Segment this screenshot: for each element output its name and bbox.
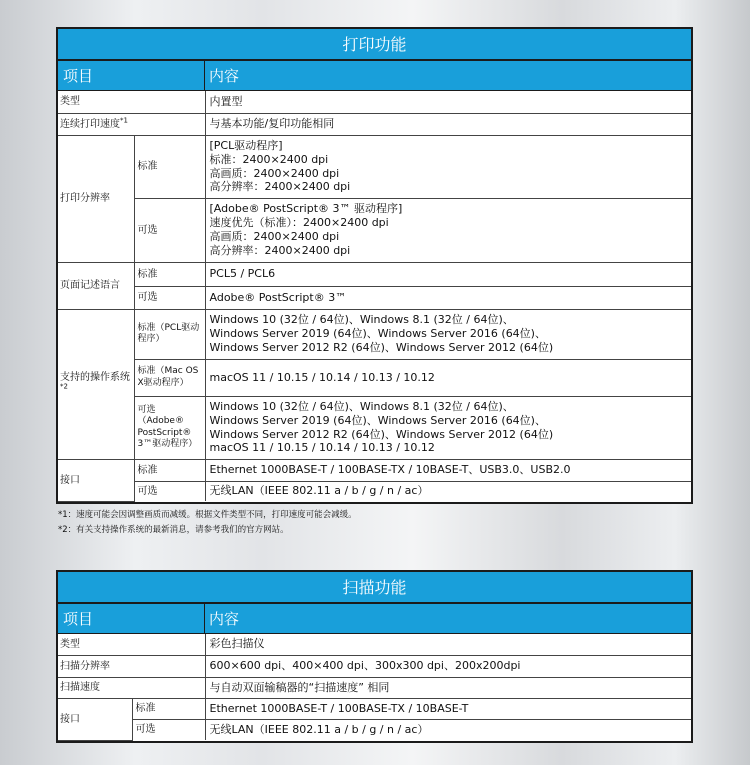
iface-optional-label: 可选 (134, 481, 205, 501)
print-resolution-label: 打印分辨率 (58, 135, 134, 262)
scan-iface-standard-value: Ethernet 1000BASE-T / 100BASE-TX / 10BASE-T (205, 698, 691, 719)
print-col-item: 项目 (58, 61, 205, 90)
scan-interface-label: 接口 (58, 698, 132, 740)
scan-speed-value: 与自动双面输稿器的“扫描速度” 相同 (205, 677, 691, 698)
table-row (58, 198, 691, 262)
res-standard-label: 标准 (134, 135, 205, 198)
table-row (58, 135, 691, 198)
line: 高画质：2400×2400 dpi (209, 166, 340, 180)
scan-speed-label: 扫描速度 (58, 677, 205, 698)
os-label-text: 支持的操作系统 (60, 372, 130, 383)
line: 速度优先（标准）：2400×2400 dpi (209, 216, 389, 230)
os-pcl-value (205, 309, 691, 359)
print-function-section (56, 27, 693, 504)
res-optional-label: 可选 (134, 198, 205, 262)
os-mac-value: macOS 11 / 10.15 / 10.14 / 10.13 / 10.12 (205, 359, 691, 396)
table-row (58, 481, 691, 501)
res-optional-value (205, 198, 691, 262)
footnote-1: *1：速度可能会因调整画质而减缓。根据文件类型不同，打印速度可能会减缓。 (58, 510, 357, 520)
line: [Adobe® PostScript® 3™ 驱动程序] (209, 202, 403, 216)
iface-standard-label: 标准 (134, 459, 205, 481)
scan-function-section (56, 570, 693, 743)
os-mac-label: 标准（Mac OS X驱动程序） (134, 359, 205, 396)
footnote-ref: *2 (60, 382, 68, 391)
table-row (58, 91, 691, 113)
iface-standard-value: Ethernet 1000BASE-T / 100BASE-TX / 10BASE-T、USB3.0、USB2.0 (205, 459, 691, 481)
line: 高分辨率：2400×2400 dpi (209, 243, 351, 257)
table-row (58, 719, 691, 740)
line: 高画质：2400×2400 dpi (209, 230, 340, 243)
scan-table-header (58, 604, 691, 634)
table-row (58, 459, 691, 481)
pdl-label: 页面记述语言 (58, 262, 134, 309)
print-speed-value: 与基本功能/复印功能相同 (205, 113, 691, 135)
line: Windows 10 (32位 / 64位)、Windows 8.1 (32位 / 64位)、 (209, 313, 514, 327)
footnotes (58, 508, 357, 538)
print-speed-label (58, 113, 205, 135)
pdl-optional-value: Adobe® PostScript® 3™ (205, 286, 691, 309)
scan-col-item: 项目 (58, 604, 205, 633)
iface-optional-value: 无线LAN（IEEE 802.11 a / b / g / n / ac） (209, 484, 429, 498)
type-value: 内置型 (205, 91, 691, 113)
print-table-header (58, 61, 691, 91)
table-row (58, 698, 691, 719)
table-row (58, 655, 691, 677)
scan-spec-table (58, 634, 691, 741)
os-ps-value (205, 396, 691, 459)
os-label (58, 309, 134, 459)
type-label: 类型 (58, 91, 205, 113)
table-row (58, 396, 691, 459)
os-pcl-label: 标准（PCL驱动程序） (134, 309, 205, 359)
table-row (58, 309, 691, 359)
pdl-standard-value: PCL5 / PCL6 (205, 262, 691, 286)
line: Windows Server 2019 (64位)、Windows Server 2016 (64位)、 (209, 327, 546, 341)
table-row (58, 262, 691, 286)
interface-label: 接口 (58, 459, 134, 501)
footnote-2: *2：有关支持操作系统的最新消息，请参考我们的官方网站。 (58, 525, 289, 535)
footnote-ref: *1 (120, 116, 128, 125)
table-row (58, 677, 691, 698)
scan-type-value: 彩色扫描仪 (205, 634, 691, 655)
line: Windows Server 2019 (64位)、Windows Server 2016 (64位)、 (209, 413, 546, 427)
table-row (58, 286, 691, 309)
scan-section-title: 扫描功能 (58, 572, 691, 604)
scan-type-label: 类型 (58, 634, 205, 655)
scan-resolution-value: 600×600 dpi、400×400 dpi、300x300 dpi、200x200dpi (205, 655, 691, 677)
scan-iface-standard-label: 标准 (132, 698, 205, 719)
line: 高分辨率：2400×2400 dpi (209, 180, 351, 194)
line: Windows 10 (32位 / 64位)、Windows 8.1 (32位 / 64位)、 (209, 399, 514, 413)
print-col-content: 内容 (209, 67, 240, 85)
print-spec-table (58, 91, 691, 502)
table-row (58, 634, 691, 655)
pdl-standard-label: 标准 (134, 262, 205, 286)
line: Windows Server 2012 R2 (64位)、Windows Server 2012 (64位) (209, 340, 554, 354)
line: [PCL驱动程序] (209, 138, 283, 152)
os-ps-label: 可选（Adobe® PostScript® 3™驱动程序） (134, 396, 205, 459)
line: 标准：2400×2400 dpi (209, 152, 329, 166)
line: Windows Server 2012 R2 (64位)、Windows Server 2012 (64位) (209, 427, 554, 441)
scan-iface-optional-label: 可选 (132, 719, 205, 740)
table-row (58, 113, 691, 135)
scan-iface-optional-value: 无线LAN（IEEE 802.11 a / b / g / n / ac） (209, 722, 429, 736)
print-section-title: 打印功能 (58, 29, 691, 61)
res-standard-value (205, 135, 691, 198)
scan-resolution-label: 扫描分辨率 (58, 655, 205, 677)
pdl-optional-label: 可选 (134, 286, 205, 309)
line: macOS 11 / 10.15 / 10.14 / 10.13 / 10.12 (209, 441, 435, 455)
scan-col-content: 内容 (209, 610, 240, 628)
print-speed-label-text: 连续打印速度 (60, 118, 120, 130)
table-row (58, 359, 691, 396)
